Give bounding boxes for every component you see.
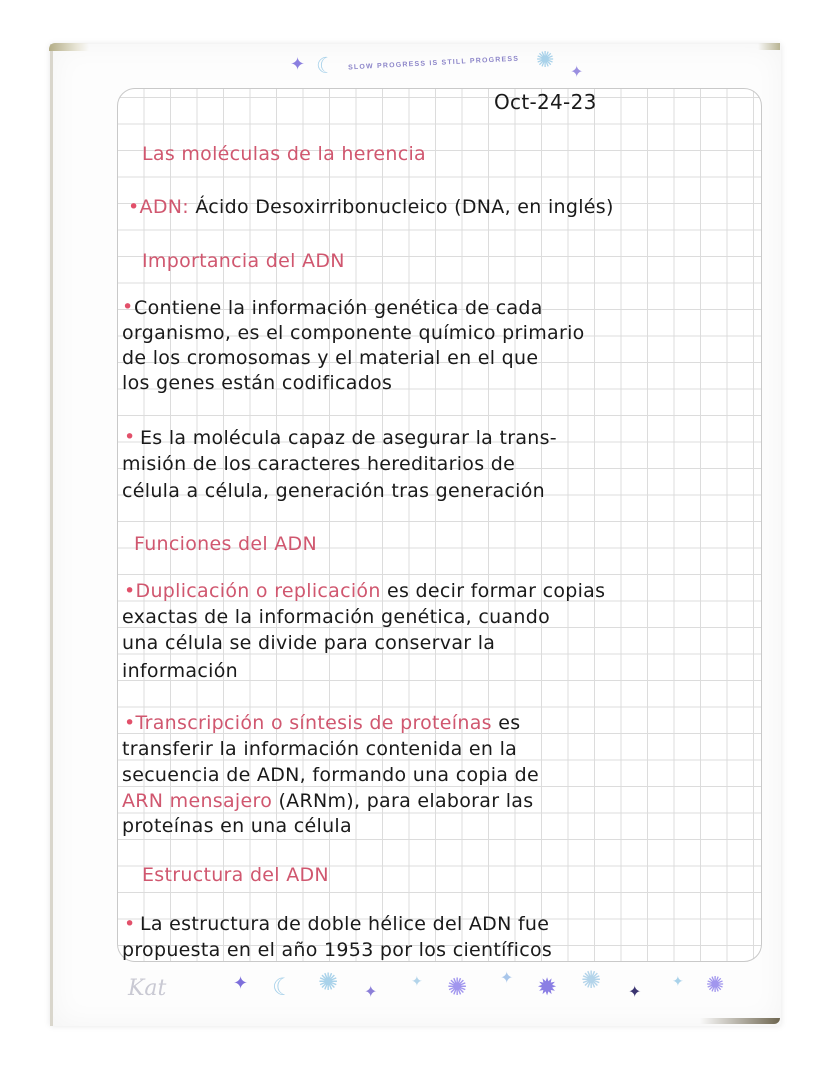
definition-text: Ácido Desoxirribonucleico (DNA, en inglés) (195, 196, 614, 218)
burst-icon: ✹ (537, 973, 558, 1001)
text-line: transferir la información contenida en la (122, 738, 518, 760)
text-line: secuencia de ADN, formando una copia de (122, 764, 539, 786)
definition-term: ADN: (139, 196, 189, 218)
sun-icon: ✺ (581, 966, 602, 994)
section-heading-estructura: Estructura del ADN (142, 864, 329, 886)
sun-icon: ✺ (318, 968, 339, 996)
text-line: proteínas en una célula (122, 815, 352, 837)
highlight-term: Transcripción o síntesis de proteínas (135, 712, 492, 734)
moon-icon: ☾ (316, 54, 336, 79)
text-line: los genes están codificados (122, 372, 393, 394)
bullet-icon: • (128, 196, 140, 218)
sun-icon: ✺ (536, 48, 555, 73)
star-icon: ✦ (628, 982, 642, 1001)
burst-icon: ✺ (447, 973, 468, 1001)
twinkle-icon: ✦ (411, 974, 423, 990)
bullet-icon: • (124, 426, 136, 448)
text-line: Contiene la información genética de cada (134, 297, 543, 319)
banner-text: SLOW PROGRESS IS STILL PROGRESS (347, 55, 520, 72)
page-corner-shadow (700, 1018, 780, 1024)
page-corner-shadow (49, 43, 89, 51)
text-line: célula a célula, generación tras generación (122, 480, 545, 502)
page-corner-shadow (758, 43, 780, 50)
bullet-icon: • (122, 296, 134, 318)
star-icon: ✦ (364, 982, 378, 1001)
text-line: •Duplicación o replicación es decir formar copias (124, 580, 606, 602)
highlight-term: ARN mensajero (122, 790, 273, 812)
text-line: •Transcripción o síntesis de proteínas es (124, 712, 521, 734)
text-line: Es la molécula capaz de asegurar la trans- (140, 427, 557, 449)
text-line: ARN mensajero (ARNm), para elaborar las (122, 790, 534, 812)
text-line: información (122, 660, 238, 682)
text-line: de los cromosomas y el material en el que (122, 347, 539, 369)
definition-line (128, 196, 614, 218)
bullet-icon: • (124, 913, 136, 935)
text-line: exactas de la información genética, cuando (122, 606, 551, 628)
bullet-icon: • (124, 712, 136, 734)
date: Oct-24-23 (494, 90, 597, 114)
moon-icon: ☾ (272, 973, 294, 1001)
sparkle-icon: ✦ (500, 968, 514, 987)
page-title: Las moléculas de la herencia (142, 143, 426, 165)
sparkle-icon: ✦ (290, 54, 306, 75)
twinkle-icon: ✦ (672, 974, 684, 990)
signature: Kat (128, 976, 167, 1001)
sparkle-icon: ✦ (233, 973, 249, 994)
section-heading-importancia: Importancia del ADN (142, 250, 345, 272)
text-line: una célula se divide para conservar la (122, 632, 496, 654)
text-line: organismo, es el componente químico primario (122, 322, 585, 344)
text-line: La estructura de doble hélice del ADN fue (140, 913, 550, 935)
text-line: misión de los caracteres hereditarios de (122, 453, 516, 475)
section-heading-funciones: Funciones del ADN (134, 533, 318, 555)
burst-icon: ✺ (706, 973, 725, 998)
bullet-icon: • (124, 580, 136, 602)
text-line: propuesta en el año 1953 por los científicos (122, 939, 553, 961)
motivational-banner (290, 50, 590, 86)
star-icon: ✦ (570, 62, 584, 81)
highlight-term: Duplicación o replicación (135, 580, 381, 602)
